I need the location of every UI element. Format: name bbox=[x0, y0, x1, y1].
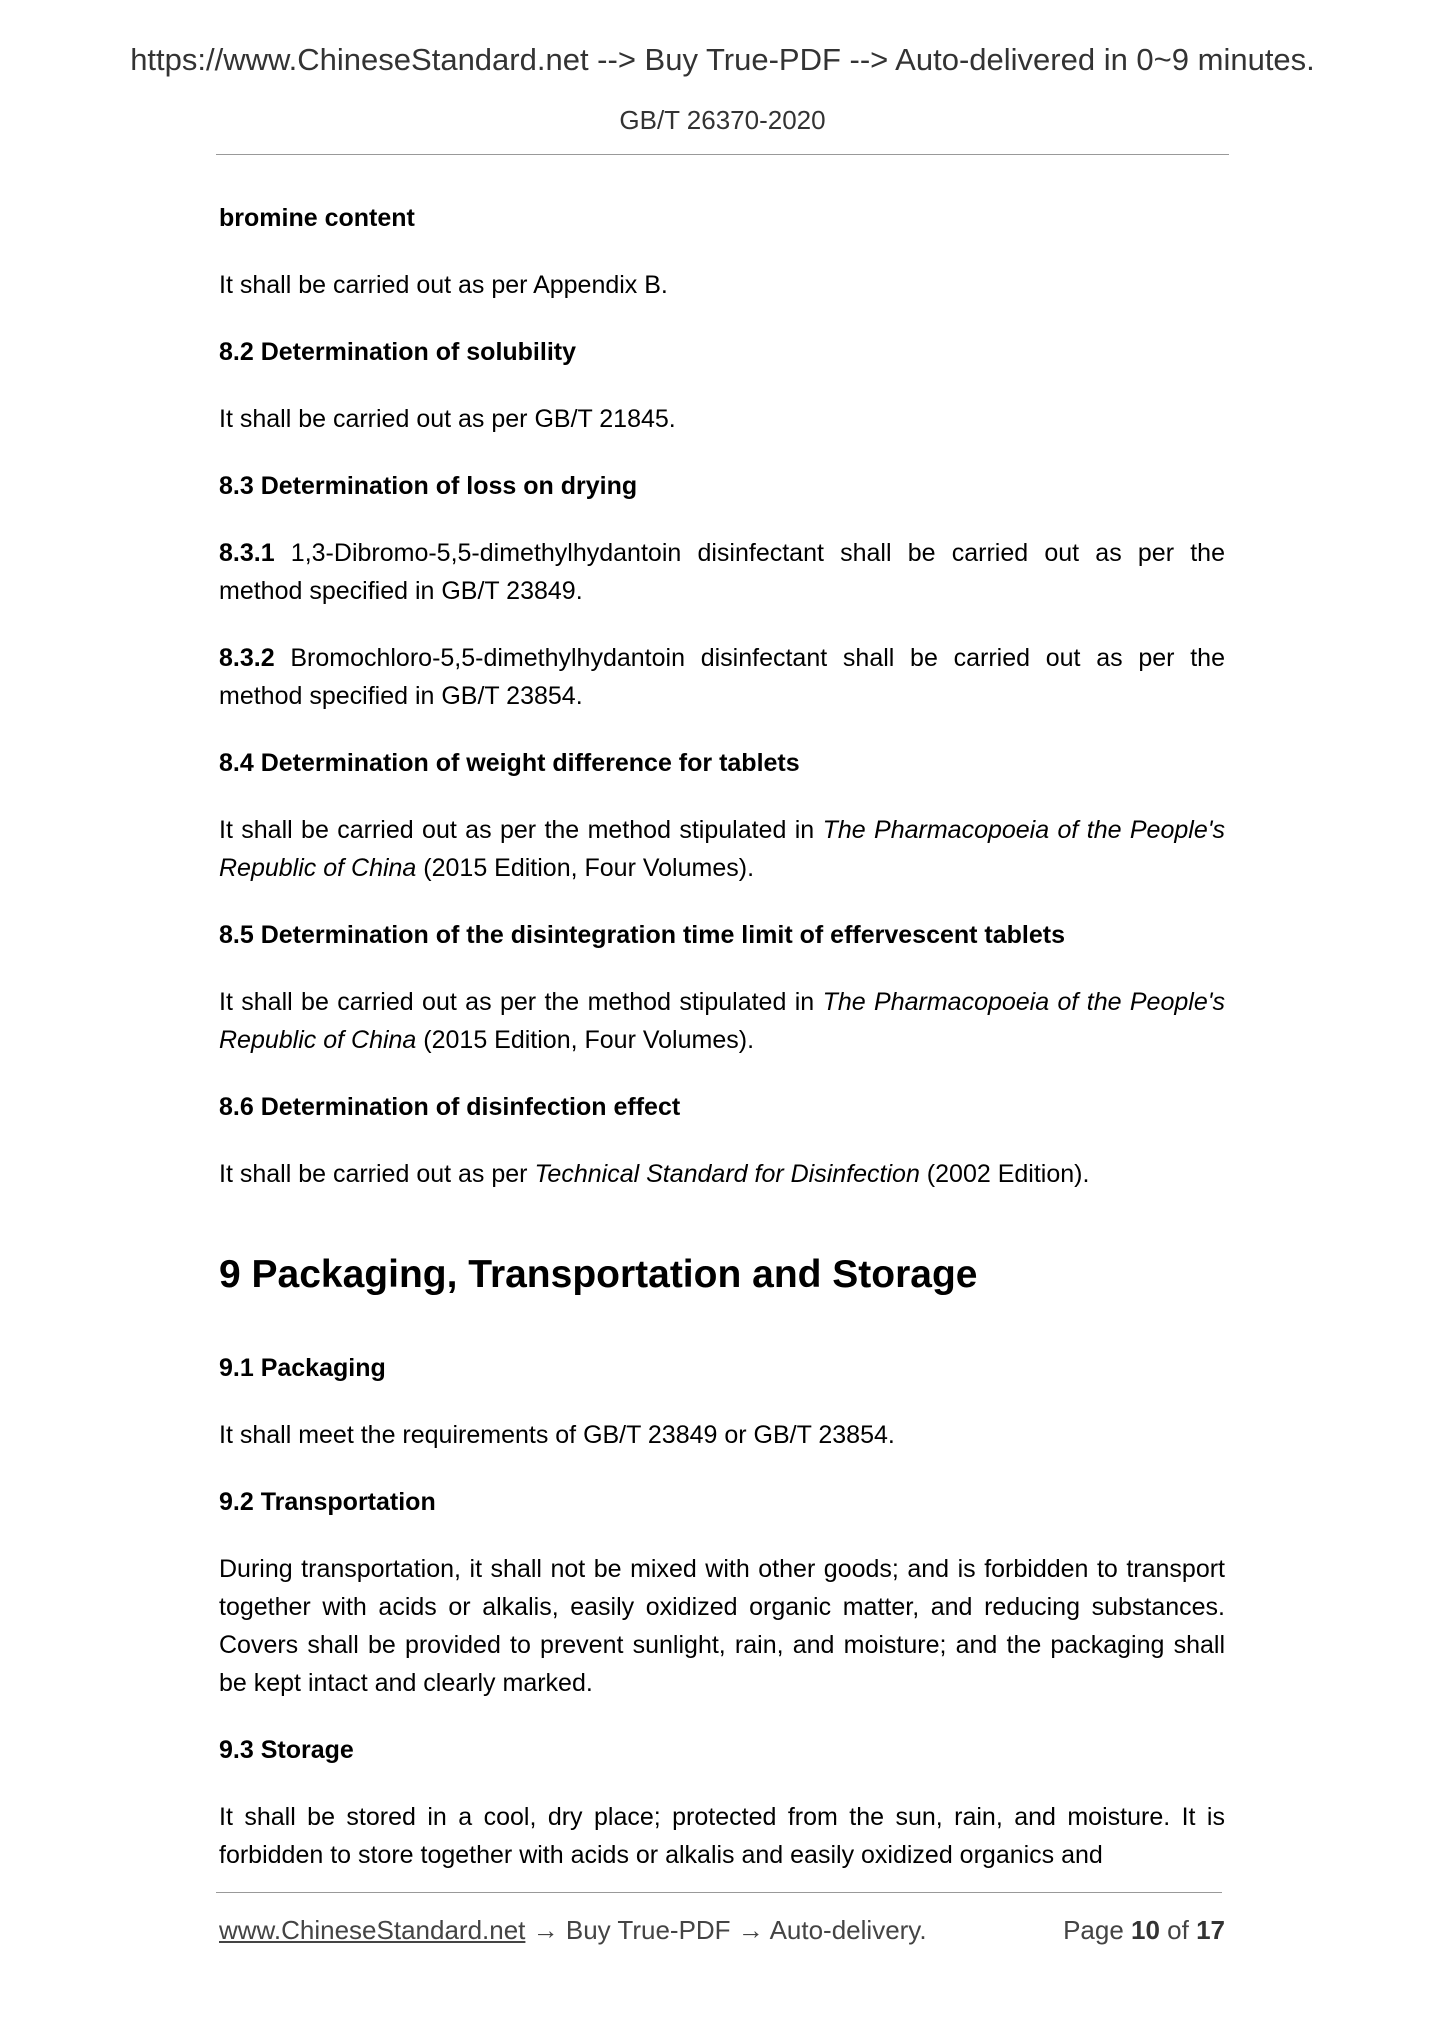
pharmacopoeia-title: The Pharmacopoeia of the People's Republic of China bbox=[219, 988, 1225, 1054]
top-banner: https://www.ChineseStandard.net --> Buy True-PDF --> Auto-delivered in 0~9 minutes. bbox=[130, 42, 1315, 77]
paragraph-9-2: During transportation, it shall not be mixed with other goods; and is forbidden to transport together with acids or alkalis, easily oxidized organic matter, and reducing substances. Covers shall be provided to prevent sunlight, rain, and moisture; and the packaging shall be kept intact and clearly marked. bbox=[219, 1555, 1225, 1697]
heading-8-4: 8.4 Determination of weight difference for tablets bbox=[219, 749, 800, 777]
pharmacopoeia-title: The Pharmacopoeia of the People's Republic of China bbox=[219, 816, 1225, 882]
standard-title: Technical Standard for Disinfection bbox=[534, 1160, 920, 1188]
heading-9-1: 9.1 Packaging bbox=[219, 1354, 386, 1382]
paragraph-8-4 bbox=[219, 811, 1225, 887]
heading-8-5: 8.5 Determination of the disintegration time limit of effervescent tablets bbox=[219, 921, 1065, 949]
paragraph-text: It shall be carried out as per the method stipulated in bbox=[219, 988, 823, 1016]
heading-8-6: 8.6 Determination of disinfection effect bbox=[219, 1093, 681, 1121]
clause-number: 8.3.1 bbox=[219, 539, 275, 567]
clause-text: 1,3-Dibromo-5,5-dimethylhydantoin disinfectant shall be carried out as per the method specified in GB/T 23849. bbox=[219, 539, 1225, 605]
heading-8-3: 8.3 Determination of loss on drying bbox=[219, 472, 638, 500]
current-page: 10 bbox=[1131, 1915, 1160, 1945]
clause-text: Bromochloro-5,5-dimethylhydantoin disinfectant shall be carried out as per the method specified in GB/T 23854. bbox=[219, 644, 1225, 710]
website-link[interactable]: www.ChineseStandard.net bbox=[219, 1915, 526, 1945]
heading-9-2: 9.2 Transportation bbox=[219, 1488, 436, 1516]
paragraph-8-2: It shall be carried out as per GB/T 21845. bbox=[219, 405, 676, 433]
header-divider bbox=[216, 154, 1229, 155]
footer-promo bbox=[219, 1912, 927, 1948]
footer-tail-text: → Buy True-PDF → Auto-delivery. bbox=[525, 1915, 927, 1945]
paragraph-text: (2015 Edition, Four Volumes). bbox=[416, 1026, 755, 1054]
total-pages: 17 bbox=[1196, 1915, 1225, 1945]
paragraph-text: (2015 Edition, Four Volumes). bbox=[416, 854, 755, 882]
standard-code: GB/T 26370-2020 bbox=[619, 105, 826, 135]
page-label: Page bbox=[1063, 1915, 1132, 1945]
paragraph-9-3: It shall be stored in a cool, dry place; protected from the sun, rain, and moisture. It is forbidden to store together with acids or alkalis and easily oxidized organics and bbox=[219, 1803, 1225, 1869]
page-indicator bbox=[1063, 1912, 1225, 1948]
paragraph-8-3-1 bbox=[219, 534, 1225, 610]
heading-8-2: 8.2 Determination of solubility bbox=[219, 338, 576, 366]
paragraph-text: (2002 Edition). bbox=[919, 1160, 1090, 1188]
paragraph-text: It shall be carried out as per bbox=[219, 1160, 535, 1188]
of-label: of bbox=[1159, 1915, 1197, 1945]
clause-number: 8.3.2 bbox=[219, 644, 275, 672]
paragraph-9-1: It shall meet the requirements of GB/T 23849 or GB/T 23854. bbox=[219, 1421, 895, 1449]
paragraph-8-3-2 bbox=[219, 639, 1225, 715]
paragraph-8-5 bbox=[219, 983, 1225, 1059]
heading-section-9: 9 Packaging, Transportation and Storage bbox=[219, 1253, 978, 1296]
paragraph-8-6 bbox=[219, 1155, 1225, 1193]
paragraph-text: It shall be carried out as per the method stipulated in bbox=[219, 816, 823, 844]
heading-9-3: 9.3 Storage bbox=[219, 1736, 354, 1764]
paragraph-appendix-b: It shall be carried out as per Appendix B. bbox=[219, 271, 668, 299]
heading-bromine-content: bromine content bbox=[219, 204, 415, 232]
footer-divider bbox=[216, 1892, 1222, 1893]
